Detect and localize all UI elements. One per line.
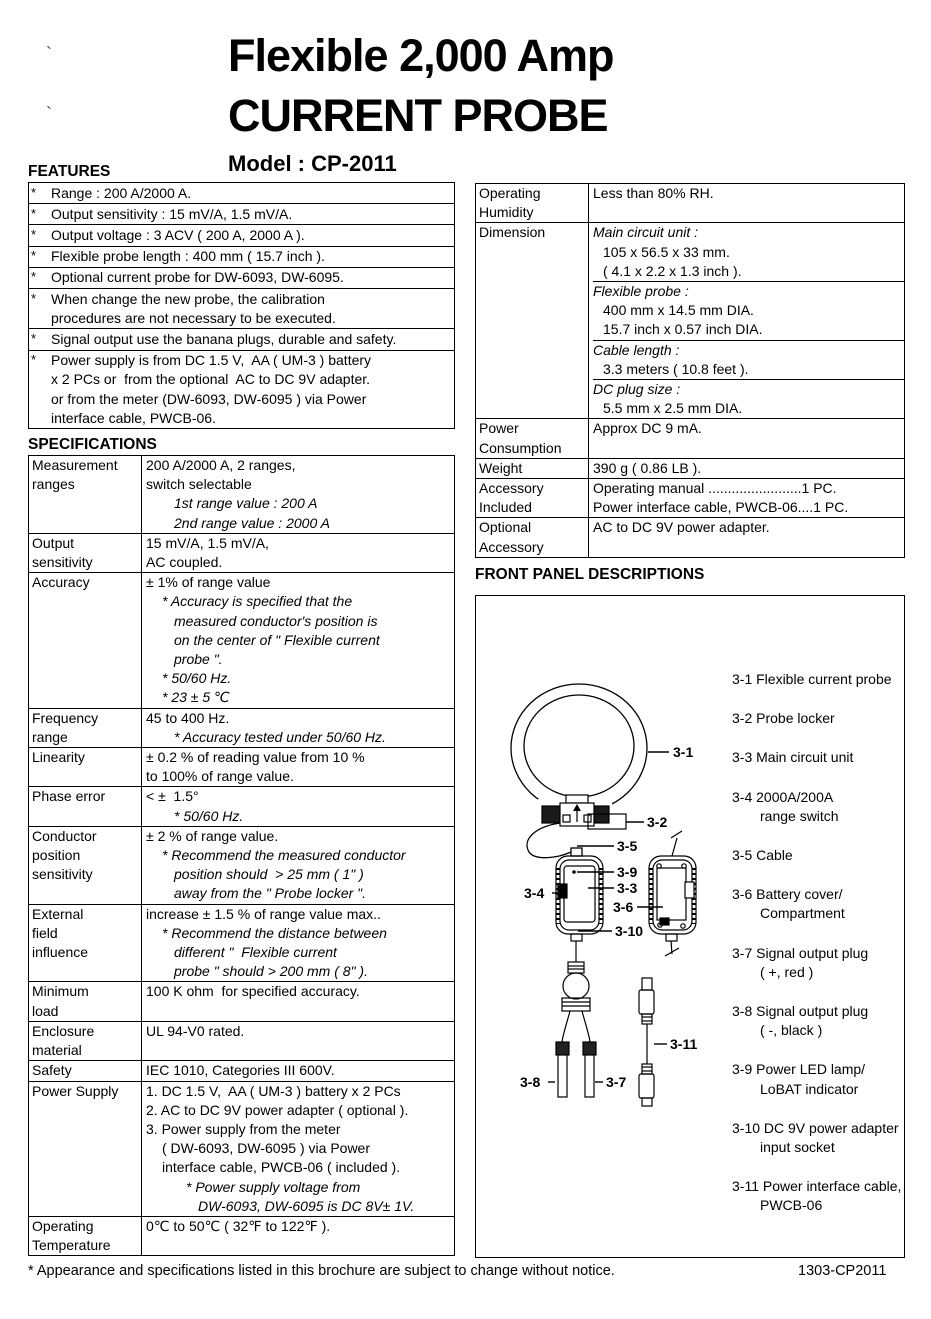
text-line: Range : 200 A/2000 A. <box>51 184 192 201</box>
spec-label <box>476 479 589 517</box>
spec-row <box>29 533 454 572</box>
front-panel-item <box>732 1002 906 1040</box>
text-line: When change the new probe, the calibration <box>51 290 325 307</box>
label-line: Minimum <box>32 983 89 1000</box>
text-line: * Accuracy is specified that the <box>162 593 353 610</box>
text-line: < ± 1.5° <box>146 788 199 805</box>
spec-label <box>29 456 142 533</box>
label-line: Operating <box>32 1217 94 1234</box>
text-line: Cable length : <box>593 341 680 358</box>
spec-value <box>142 748 454 786</box>
spec-label <box>29 1061 142 1080</box>
label-line: Included <box>479 499 532 516</box>
text-line: ( DW-6093, DW-6095 ) via Power <box>162 1140 370 1157</box>
spec-label <box>29 709 142 747</box>
text-line: UL 94-V0 rated. <box>146 1022 245 1039</box>
spec-subgroup <box>593 379 904 418</box>
text-line: Flexible probe : <box>593 283 689 300</box>
label-line: Accessory <box>479 480 544 497</box>
label-line: Accuracy <box>32 574 90 591</box>
text-line: AC to DC 9V power adapter. <box>593 519 770 536</box>
feature-row <box>29 288 454 328</box>
front-panel-item <box>732 670 906 689</box>
text-line: 105 x 56.5 x 33 mm. <box>603 243 730 260</box>
spec-row <box>29 572 454 707</box>
front-panel-heading: FRONT PANEL DESCRIPTIONS <box>475 566 705 583</box>
text-line: 3-6 Battery cover/ <box>732 886 843 903</box>
text-line: probe ". <box>174 651 223 668</box>
spec-row <box>476 458 904 478</box>
text-line: 400 mm x 14.5 mm DIA. <box>603 302 754 319</box>
text-line: 390 g ( 0.86 LB ). <box>593 459 702 476</box>
text-line: 3-9 Power LED lamp/ <box>732 1061 866 1078</box>
text-line: 15.7 inch x 0.57 inch DIA. <box>603 321 763 338</box>
spec-row <box>476 418 904 457</box>
text-line: PWCB-06 <box>760 1197 823 1214</box>
product-title-line2: CURRENT PROBE <box>228 90 608 141</box>
spec-value <box>142 1217 454 1255</box>
front-panel-item <box>732 709 906 728</box>
text-line: IEC 1010, Categories III 600V. <box>146 1062 335 1079</box>
text-line: away from the " Probe locker ". <box>174 885 367 902</box>
spec-label <box>29 748 142 786</box>
label-line: Measurement <box>32 457 118 473</box>
text-line: * Recommend the measured conductor <box>162 847 406 864</box>
callout-3-1: 3-1 <box>673 744 694 760</box>
feature-row <box>29 246 454 267</box>
text-line: * Accuracy tested under 50/60 Hz. <box>174 728 386 745</box>
right-spec-table <box>475 183 905 558</box>
spec-row <box>29 1021 454 1060</box>
stray-mark: ` <box>46 44 52 64</box>
label-line: External <box>32 905 84 922</box>
text-line: increase ± 1.5 % of range value max.. <box>146 905 381 922</box>
spec-label <box>29 1082 142 1216</box>
label-line: load <box>32 1002 59 1019</box>
feature-asterisk: * <box>31 290 37 306</box>
front-panel-list <box>732 670 906 1236</box>
label-line: Enclosure <box>32 1022 95 1039</box>
front-panel-item <box>732 748 906 767</box>
text-line: 2nd range value : 2000 A <box>174 514 330 531</box>
text-line: input socket <box>760 1139 835 1156</box>
feature-asterisk: * <box>31 248 37 264</box>
spec-value <box>142 1022 454 1060</box>
features-heading: FEATURES <box>28 163 111 180</box>
text-line: Approx DC 9 mA. <box>593 420 702 437</box>
label-line: influence <box>32 944 89 961</box>
label-line: Phase error <box>32 788 106 805</box>
text-line: 3. Power supply from the meter <box>146 1120 341 1137</box>
feature-row <box>29 328 454 349</box>
specifications-heading: SPECIFICATIONS <box>28 436 157 453</box>
front-panel-item <box>732 1119 906 1157</box>
label-line: sensitivity <box>32 554 93 571</box>
label-line: Power Supply <box>32 1082 119 1099</box>
label-line: Accessory <box>479 538 544 555</box>
text-line: Compartment <box>760 905 845 922</box>
feature-asterisk: * <box>31 226 37 242</box>
text-line: to 100% of range value. <box>146 768 294 785</box>
label-line: Dimension <box>479 224 546 241</box>
feature-row <box>29 183 454 203</box>
banana-plugs-drawing <box>556 962 596 1097</box>
text-line: ± 0.2 % of reading value from 10 % <box>146 749 365 766</box>
front-panel-box <box>475 595 905 1258</box>
callout-3-5: 3-5 <box>617 838 638 854</box>
text-line: Output sensitivity : 15 mV/A, 1.5 mV/A. <box>51 205 293 222</box>
text-line: 1. DC 1.5 V, AA ( UM-3 ) battery x 2 PCs <box>146 1082 401 1099</box>
label-line: field <box>32 924 58 941</box>
text-line: Operating manual ........................1 PC. <box>593 480 837 497</box>
text-line: DW-6093, DW-6095 is DC 8V± 1V. <box>198 1197 415 1214</box>
spec-value <box>589 459 904 478</box>
probe-loop-drawing <box>511 684 647 812</box>
text-line: interface cable, PWCB-06. <box>51 409 216 426</box>
label-line: Consumption <box>479 439 562 456</box>
spec-row <box>29 1060 454 1080</box>
text-line: position should > 25 mm ( 1" ) <box>174 866 364 883</box>
label-line: Frequency <box>32 709 99 726</box>
label-line: sensitivity <box>32 866 93 883</box>
spec-value <box>142 827 454 904</box>
title-block <box>228 26 614 177</box>
text-line: Main circuit unit : <box>593 224 699 241</box>
label-line: range <box>32 728 68 745</box>
spec-label <box>29 905 142 982</box>
text-line: * 50/60 Hz. <box>174 807 244 824</box>
stray-mark: ` <box>46 104 52 124</box>
text-line: Optional current probe for DW-6093, DW-6095. <box>51 269 344 286</box>
callout-3-4: 3-4 <box>524 885 545 901</box>
text-line: ± 2 % of range value. <box>146 827 279 844</box>
spec-value <box>142 534 454 572</box>
text-line: range switch <box>760 807 839 824</box>
callout-3-11: 3-11 <box>670 1036 698 1052</box>
text-line: ( 4.1 x 2.2 x 1.3 inch ). <box>603 262 742 279</box>
text-line: x 2 PCs or from the optional AC to DC 9V adapter. <box>51 371 371 388</box>
front-panel-item <box>732 944 906 982</box>
callout-3-10: 3-10 <box>615 923 644 939</box>
spec-value <box>142 787 454 825</box>
spec-row <box>29 981 454 1020</box>
power-interface-cable-drawing <box>639 978 654 1106</box>
model-number: Model : CP-2011 <box>228 151 397 176</box>
text-line: Signal output use the banana plugs, durable and safety. <box>51 330 397 347</box>
label-line: Optional <box>479 519 532 536</box>
spec-label <box>29 827 142 904</box>
spec-row <box>29 456 454 533</box>
text-line: procedures are not necessary to be executed. <box>51 309 336 326</box>
text-line: LoBAT indicator <box>760 1080 859 1097</box>
spec-subgroup <box>593 184 904 203</box>
label-line: Weight <box>479 459 523 476</box>
text-line: * Power supply voltage from <box>186 1178 361 1195</box>
spec-value <box>142 1082 454 1216</box>
feature-asterisk: * <box>31 352 37 368</box>
text-line: 200 A/2000 A, 2 ranges, <box>146 457 296 473</box>
text-line: probe " should > 200 mm ( 8" ). <box>174 963 368 980</box>
spec-subgroup <box>593 518 904 537</box>
callout-3-3: 3-3 <box>617 880 638 896</box>
spec-row <box>29 826 454 904</box>
features-table <box>28 182 455 429</box>
power-led-icon <box>572 870 576 874</box>
spec-value <box>142 905 454 982</box>
label-line: Humidity <box>479 204 534 221</box>
text-line: ( +, red ) <box>760 963 814 980</box>
text-line: 3-11 Power interface cable, <box>732 1178 902 1195</box>
feature-asterisk: * <box>31 269 37 285</box>
text-line: Less than 80% RH. <box>593 185 714 201</box>
text-line: 3-3 Main circuit unit <box>732 749 854 766</box>
spec-subgroup <box>593 223 904 281</box>
text-line: measured conductor's position is <box>174 612 378 629</box>
footer-note: * Appearance and specifications listed in this brochure are subject to change without notice. <box>28 1263 615 1279</box>
spec-subgroup <box>593 281 904 340</box>
spec-label <box>476 419 589 457</box>
text-line: 15 mV/A, 1.5 mV/A, <box>146 534 269 551</box>
label-line: Safety <box>32 1062 72 1079</box>
text-line: interface cable, PWCB-06 ( included ). <box>162 1159 401 1176</box>
text-line: or from the meter (DW-6093, DW-6095 ) via Power <box>51 390 367 407</box>
spec-value <box>589 223 904 418</box>
text-line: Power interface cable, PWCB-06....1 PC. <box>593 499 849 516</box>
text-line: Output voltage : 3 ACV ( 200 A, 2000 A ). <box>51 226 305 243</box>
text-line: * 23 ± 5 ℃ <box>162 689 230 706</box>
text-line: Flexible probe length : 400 mm ( 15.7 inch ). <box>51 248 325 265</box>
spec-subgroup <box>593 419 904 438</box>
spec-label <box>476 184 589 222</box>
spec-row <box>476 478 904 517</box>
feature-row <box>29 203 454 224</box>
text-line: 3-4 2000A/200A <box>732 788 834 805</box>
feature-text <box>51 351 452 428</box>
label-line: material <box>32 1042 82 1059</box>
feature-text <box>51 247 452 266</box>
feature-text <box>51 226 452 245</box>
spec-row <box>29 786 454 825</box>
spec-value <box>589 419 904 457</box>
text-line: 3-8 Signal output plug <box>732 1003 869 1020</box>
specifications-table <box>28 455 455 1256</box>
text-line: 0℃ to 50℃ ( 32℉ to 122℉ ). <box>146 1217 331 1234</box>
front-panel-item <box>732 1060 906 1098</box>
spec-label <box>29 573 142 707</box>
spec-value <box>142 456 454 533</box>
spec-label <box>476 518 589 556</box>
feature-row <box>29 267 454 288</box>
spec-value <box>589 518 904 556</box>
text-line: 5.5 mm x 2.5 mm DIA. <box>603 400 743 417</box>
callout-3-8: 3-8 <box>520 1074 541 1090</box>
text-line: DC plug size : <box>593 381 681 398</box>
product-title-line1: Flexible 2,000 Amp <box>228 30 614 81</box>
label-line: Power <box>479 420 519 437</box>
spec-value <box>589 184 904 222</box>
spec-label <box>476 459 589 478</box>
spec-row <box>29 1081 454 1216</box>
front-panel-item <box>732 846 906 865</box>
callout-3-6: 3-6 <box>613 899 634 915</box>
spec-row <box>29 904 454 982</box>
spec-label <box>476 223 589 418</box>
label-line: Output <box>32 534 75 551</box>
text-line: 3-2 Probe locker <box>732 710 835 727</box>
spec-label <box>29 1217 142 1255</box>
text-line: 2. AC to DC 9V power adapter ( optional ). <box>146 1101 409 1118</box>
text-line: on the center of " Flexible current <box>174 631 380 648</box>
spec-label <box>29 1022 142 1060</box>
spec-subgroup <box>593 479 904 517</box>
feature-text <box>51 268 452 287</box>
spec-row <box>476 222 904 418</box>
label-line: Conductor <box>32 827 97 844</box>
text-line: 3-5 Cable <box>732 847 793 864</box>
spec-row <box>29 1216 454 1255</box>
text-line: 3-10 DC 9V power adapter <box>732 1119 899 1136</box>
text-line: different " Flexible current <box>174 944 337 961</box>
feature-row <box>29 350 454 429</box>
spec-value <box>589 479 904 517</box>
feature-text <box>51 184 452 203</box>
spec-label <box>29 982 142 1020</box>
label-line: ranges <box>32 476 75 493</box>
spec-row <box>476 184 904 222</box>
spec-value <box>142 1061 454 1080</box>
text-line: AC coupled. <box>146 554 223 571</box>
text-line: 100 K ohm for specified accuracy. <box>146 983 360 1000</box>
spec-subgroup <box>593 459 904 478</box>
front-panel-item <box>732 885 906 923</box>
spec-row <box>476 517 904 556</box>
range-switch-icon <box>558 884 567 898</box>
feature-text <box>51 205 452 224</box>
label-line: Operating <box>479 185 541 201</box>
spec-value <box>142 982 454 1020</box>
spec-subgroup <box>593 340 904 379</box>
text-line: * 50/60 Hz. <box>162 670 232 687</box>
spec-label <box>29 534 142 572</box>
label-line: position <box>32 847 81 864</box>
text-line: 3-1 Flexible current probe <box>732 671 892 687</box>
text-line: 3-7 Signal output plug <box>732 944 869 961</box>
battery-unit-drawing <box>649 831 696 956</box>
spec-label <box>29 787 142 825</box>
text-line: * Recommend the distance between <box>162 924 387 941</box>
label-line: Linearity <box>32 749 85 766</box>
spec-row <box>29 708 454 747</box>
callout-3-2: 3-2 <box>647 814 668 830</box>
callout-3-7: 3-7 <box>606 1074 627 1090</box>
callout-3-9: 3-9 <box>617 864 638 880</box>
text-line: 3.3 meters ( 10.8 feet ). <box>603 360 749 377</box>
text-line: switch selectable <box>146 476 252 493</box>
spec-value <box>142 709 454 747</box>
feature-asterisk: * <box>31 330 37 346</box>
doc-code: 1303-CP2011 <box>798 1263 887 1279</box>
feature-asterisk: * <box>31 184 37 200</box>
feature-row <box>29 224 454 245</box>
text-line: ( -, black ) <box>760 1022 823 1039</box>
feature-text <box>51 330 452 349</box>
text-line: 1st range value : 200 A <box>174 495 318 512</box>
text-line: Power supply is from DC 1.5 V, AA ( UM-3 ) battery <box>51 352 372 369</box>
front-panel-item <box>732 1177 906 1215</box>
feature-asterisk: * <box>31 205 37 221</box>
front-panel-item <box>732 788 906 826</box>
label-line: Temperature <box>32 1237 111 1254</box>
spec-value <box>142 573 454 707</box>
text-line: ± 1% of range value <box>146 574 271 591</box>
spec-row <box>29 747 454 786</box>
text-line: 45 to 400 Hz. <box>146 709 230 726</box>
feature-text <box>51 290 452 328</box>
